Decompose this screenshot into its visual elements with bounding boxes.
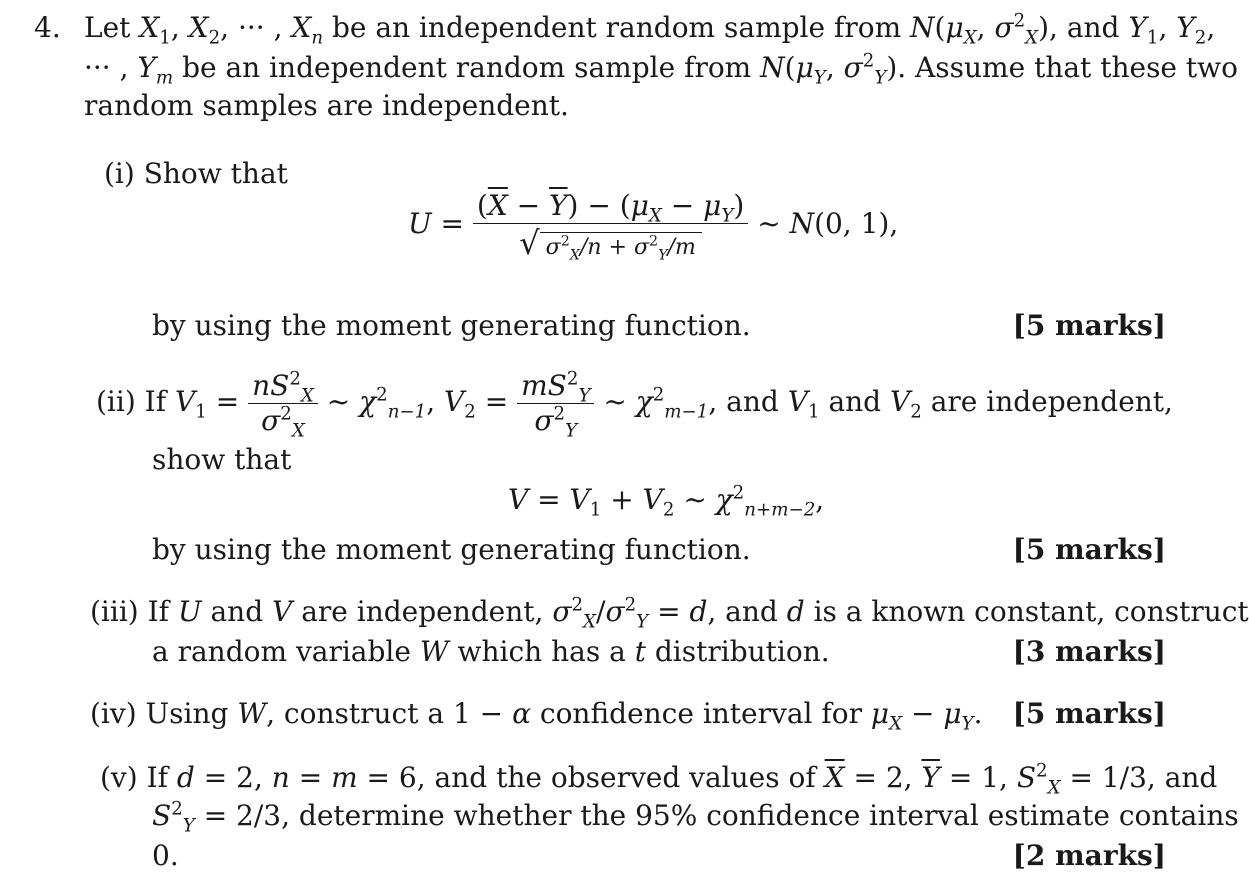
part-v-line-3: 0. (152, 839, 179, 872)
part-ii-label: (ii) (96, 385, 136, 418)
part-i-text: Show that (143, 157, 288, 190)
part-iv-using: Using (145, 697, 229, 730)
part-v-label: (v) (100, 761, 138, 794)
part-i-header (104, 157, 288, 190)
v2-fraction: $\frac{mS^2_Y}{\sigma^2_Y}$ (517, 372, 594, 435)
question-number: 4. (34, 11, 61, 44)
u-fraction: $\frac{(\overline{X} - \overline{Y}) - (\mu_X - \mu_Y)}{√ \sigma^2_X/n + \sigma^2_Y/m}$ (473, 192, 748, 259)
part-ii-marks: [5 marks] (1012, 533, 1166, 566)
part-iii-independent: are independent, (301, 595, 544, 628)
part-ii-equation: $V = V_1 + V_2$ ~ $\chi^2_{n+m-2}$, (508, 482, 825, 521)
part-i-marks: [5 marks] (1012, 309, 1166, 342)
part-v-determine: , determine whether the 95% confidence interval estimate contains (281, 799, 1239, 832)
part-v-if: If (146, 761, 169, 794)
part-ii-method: by using the moment generating function. (152, 533, 751, 566)
part-iv-ci: confidence interval for (539, 697, 862, 730)
intro-text-let: Let (84, 11, 131, 44)
sample-x: $X_1$, $X_2$, ··· , $X_n$ (139, 11, 324, 49)
part-v-line-1: (v) If d = 2, n = m = 6, and the observed values of $\overline{X} = 2$, $\overline{Y} = 1$, $S^2_X = 1/3$, and (100, 760, 1218, 799)
intro-line-3: random samples are independent. (84, 89, 569, 122)
dist-x: $N(\mu_X$, $\sigma^2_X$), (910, 10, 1058, 49)
part-iv-line: (iv) Using W, construct a 1 − α confidence interval for $\mu_X - \mu_Y$. (90, 697, 983, 735)
part-iii-distribution: distribution. (654, 635, 830, 668)
part-iii-known-constant: is a known constant, construct (813, 595, 1249, 628)
intro-text-sample-from: be an independent random sample from (331, 11, 902, 44)
part-ii-line-1: (ii) If $V_1$ = $\frac{nS^2_X}{\sigma^2_X}$ ~ $\chi^2_{n-1}$, $V_2$ = $\frac{mS^2_Y}{\sigma^2_Y}$ ~ $\chi^2_{m-1}$, and $V_1$ and $V_2$ are independent, (96, 368, 1173, 442)
intro-text-sample-from-2: be an independent random sample from (182, 51, 752, 84)
dist-y: $N(\mu_Y$, $\sigma^2_Y$) (760, 50, 898, 89)
part-iii-and-2: , and (707, 595, 778, 628)
part-v-marks: [2 marks] (1012, 839, 1166, 872)
part-iv-label: (iv) (90, 697, 137, 730)
intro-line-2 (84, 50, 1238, 89)
part-iii-line-2: a random variable W which has a t distribution. (152, 635, 830, 668)
part-v-and: , and (1146, 761, 1218, 794)
part-iii-line-1: (iii) If U and V are independent, $\sigma^2_X/\sigma^2_Y = d$, and d is a known constant, construct (90, 594, 1249, 633)
part-i-method: by using the moment generating function. (152, 309, 751, 342)
part-v-line-2: $S^2_Y = 2/3$, determine whether the 95% confidence interval estimate contains (152, 798, 1239, 837)
v1-fraction: $\frac{nS^2_X}{\sigma^2_X}$ (248, 372, 318, 435)
part-iii-label: (iii) (90, 595, 139, 628)
part-iii-random-variable: a random variable (152, 635, 411, 668)
part-ii-and: and (726, 385, 779, 418)
part-iii-marks: [3 marks] (1012, 635, 1166, 668)
intro-text-assume: . Assume that these two (897, 51, 1238, 84)
part-i-equation: U = $\frac{(\overline{X} - \overline{Y}) - (\mu_X - \mu_Y)}{√ \sigma^2_X/n + \sigma^2_Y/m}$ ~ N(0, 1), (408, 189, 899, 264)
part-iii-if: If (147, 595, 170, 628)
part-iv-construct: , construct a (266, 697, 445, 730)
part-v-observed: , and the observed values of (416, 761, 816, 794)
part-ii-if: If (144, 385, 167, 418)
part-iv-marks: [5 marks] (1012, 697, 1166, 730)
part-ii-independent: are independent, (930, 385, 1173, 418)
part-ii-show: show that (152, 443, 292, 476)
intro-text-and: and (1066, 11, 1120, 44)
part-ii-and-2: and (828, 385, 882, 418)
sample-y-end: ··· , $Y_m$ (84, 51, 174, 89)
intro-line-1 (84, 10, 1216, 49)
sample-y-start: $Y_1$, $Y_2$, (1128, 11, 1216, 49)
part-iii-which-has: which has a (457, 635, 626, 668)
part-i-label: (i) (104, 157, 135, 190)
part-iii-and: and (210, 595, 264, 628)
